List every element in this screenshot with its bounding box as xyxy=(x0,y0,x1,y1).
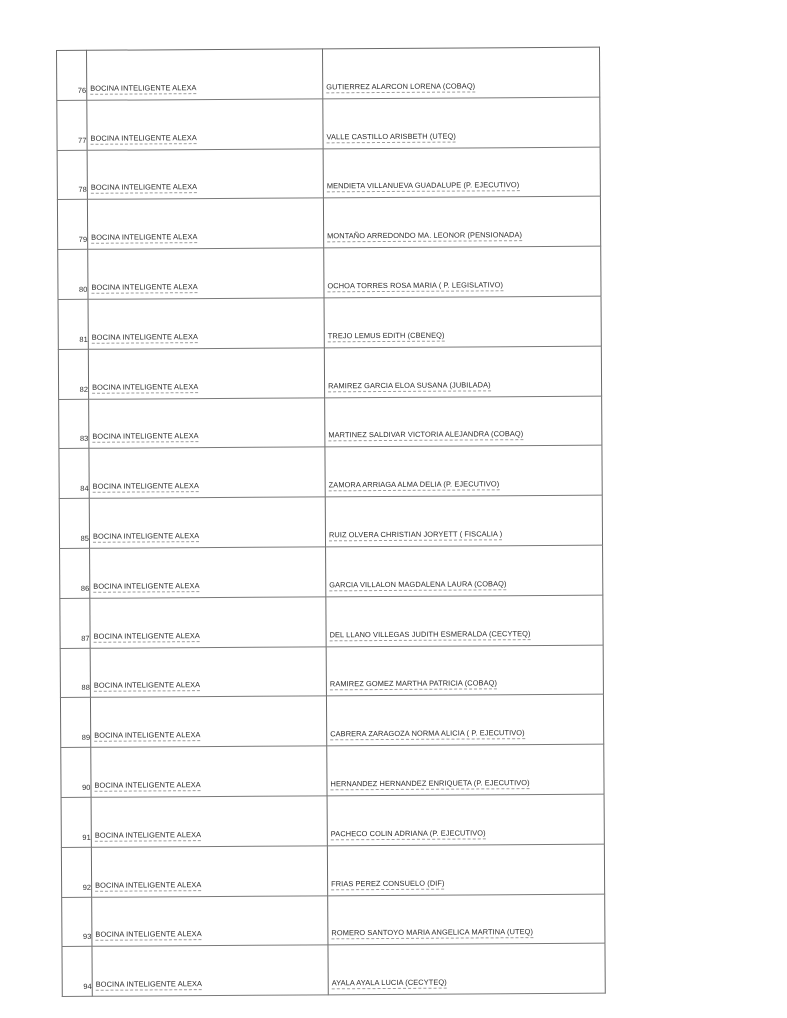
winner-name: DEL LLANO VILLEGAS JUDITH ESMERALDA (CECYTEQ) xyxy=(326,595,603,646)
row-number: 77 xyxy=(57,100,87,150)
prize-item: BOCINA INTELIGENTE ALEXA xyxy=(91,796,327,847)
prize-item: BOCINA INTELIGENTE ALEXA xyxy=(87,99,323,150)
winner-name: GUTIERREZ ALARCON LORENA (COBAQ) xyxy=(322,47,599,98)
prize-item: BOCINA INTELIGENTE ALEXA xyxy=(91,746,327,797)
winner-name: GARCIA VILLALON MAGDALENA LAURA (COBAQ) xyxy=(326,545,603,596)
table-row xyxy=(57,97,600,150)
prize-item: BOCINA INTELIGENTE ALEXA xyxy=(88,298,324,349)
winner-name: MENDIETA VILLANUEVA GUADALUPE (P. EJECUTIVO) xyxy=(323,147,600,198)
winner-name: ZAMORA ARRIAGA ALMA DELIA (P. EJECUTIVO) xyxy=(325,446,602,497)
prize-item: BOCINA INTELIGENTE ALEXA xyxy=(88,348,324,399)
prize-item: BOCINA INTELIGENTE ALEXA xyxy=(90,547,326,598)
row-number: 86 xyxy=(60,548,90,598)
table-row xyxy=(60,645,603,698)
table-row xyxy=(60,545,603,598)
table-body xyxy=(57,47,606,996)
winner-name: AYALA AYALA LUCIA (CECYTEQ) xyxy=(328,944,605,995)
table-row xyxy=(60,595,603,648)
table-row xyxy=(59,446,602,499)
winner-name: RAMIREZ GOMEZ MARTHA PATRICIA (COBAQ) xyxy=(326,645,603,696)
table-row xyxy=(62,894,605,947)
table-row xyxy=(61,744,604,797)
table-row xyxy=(62,944,605,997)
table-row xyxy=(60,695,603,748)
scanned-page xyxy=(56,47,605,991)
prize-item: BOCINA INTELIGENTE ALEXA xyxy=(88,248,324,299)
row-number: 79 xyxy=(57,200,87,250)
row-number: 90 xyxy=(61,747,91,797)
prize-item: BOCINA INTELIGENTE ALEXA xyxy=(87,148,323,199)
row-number: 88 xyxy=(60,648,90,698)
winner-name: HERNANDEZ HERNANDEZ ENRIQUETA (P. EJECUTIVO) xyxy=(327,744,604,795)
table-row xyxy=(58,346,601,399)
prize-item: BOCINA INTELIGENTE ALEXA xyxy=(89,447,325,498)
row-number: 87 xyxy=(60,598,90,648)
prize-item: BOCINA INTELIGENTE ALEXA xyxy=(89,497,325,548)
winner-name: ROMERO SANTOYO MARIA ANGELICA MARTINA (UTEQ) xyxy=(328,894,605,945)
table-row xyxy=(61,794,604,847)
table-row xyxy=(58,246,601,299)
row-number: 78 xyxy=(57,150,87,200)
prize-item: BOCINA INTELIGENTE ALEXA xyxy=(87,198,323,249)
prize-item: BOCINA INTELIGENTE ALEXA xyxy=(92,895,328,946)
winner-name: CABRERA ZARAGOZA NORMA ALICIA ( P. EJECUTIVO) xyxy=(326,695,603,746)
table-row xyxy=(59,396,602,449)
winner-name: MARTINEZ SALDIVAR VICTORIA ALEJANDRA (COBAQ) xyxy=(325,396,602,447)
row-number: 92 xyxy=(61,847,91,897)
row-number: 94 xyxy=(62,947,92,997)
row-number: 83 xyxy=(59,399,89,449)
row-number: 80 xyxy=(58,249,88,299)
winner-name: PACHECO COLIN ADRIANA (P. EJECUTIVO) xyxy=(327,794,604,845)
row-number: 84 xyxy=(59,449,89,499)
winner-name: RAMIREZ GARCIA ELOA SUSANA (JUBILADA) xyxy=(324,346,601,397)
row-number: 85 xyxy=(59,498,89,548)
row-number: 89 xyxy=(60,698,90,748)
raffle-list-table xyxy=(56,47,606,997)
winner-name: MONTAÑO ARREDONDO MA. LEONOR (PENSIONADA) xyxy=(323,197,600,248)
table-row xyxy=(57,197,600,250)
row-number: 91 xyxy=(61,797,91,847)
table-row xyxy=(61,844,604,897)
row-number: 81 xyxy=(58,299,88,349)
table-row xyxy=(58,296,601,349)
winner-name: TREJO LEMUS EDITH (CBENEQ) xyxy=(324,296,601,347)
prize-item: BOCINA INTELIGENTE ALEXA xyxy=(87,49,323,100)
row-number: 82 xyxy=(58,349,88,399)
row-number: 93 xyxy=(62,897,92,947)
table-row xyxy=(59,495,602,548)
row-number: 76 xyxy=(57,50,87,100)
winner-name: OCHOA TORRES ROSA MARIA ( P. LEGISLATIVO) xyxy=(324,246,601,297)
prize-item: BOCINA INTELIGENTE ALEXA xyxy=(90,696,326,747)
prize-item: BOCINA INTELIGENTE ALEXA xyxy=(89,397,325,448)
prize-item: BOCINA INTELIGENTE ALEXA xyxy=(90,597,326,648)
winner-name: FRIAS PEREZ CONSUELO (DIF) xyxy=(327,844,604,895)
table-row xyxy=(57,47,600,100)
winner-name: VALLE CASTILLO ARISBETH (UTEQ) xyxy=(323,97,600,148)
prize-item: BOCINA INTELIGENTE ALEXA xyxy=(90,646,326,697)
table-row xyxy=(57,147,600,200)
prize-item: BOCINA INTELIGENTE ALEXA xyxy=(91,846,327,897)
prize-item: BOCINA INTELIGENTE ALEXA xyxy=(92,945,328,996)
winner-name: RUIZ OLVERA CHRISTIAN JORYETT ( FISCALIA ) xyxy=(325,495,602,546)
